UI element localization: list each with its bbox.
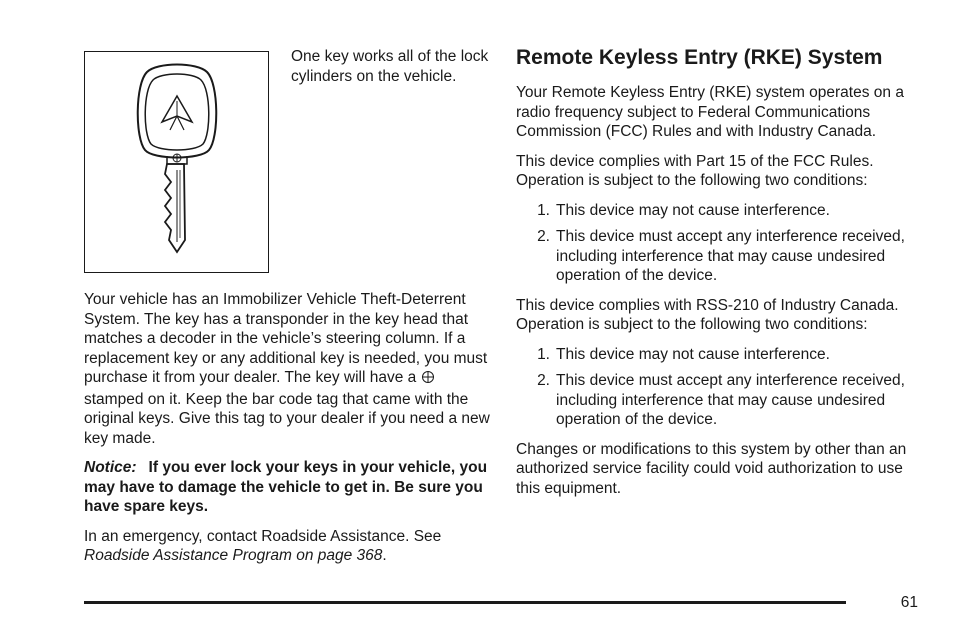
footer-divider [84,601,846,604]
rss-intro: This device complies with RSS-210 of Industry Canada. Operation is subject to the following two conditions: [516,296,899,333]
list-item [516,227,916,286]
roadside-reference: Roadside Assistance Program on page 368 [84,547,383,564]
page-number: 61 [900,594,918,611]
immobilizer-text: Your vehicle has an Immobilizer Vehicle Theft-Deterrent System. The key has a transponder in the key head that matches a decoder in the vehicle’s steering column. If a replacement key or any additional key is needed, you must purchase it from your dealer. The [84,291,488,386]
immobilizer-text-end: stamped on it. Keep the bar code tag that came with the original keys. Give this tag to your dealer if you need a new key made. [84,390,490,447]
vehicle-key-icon [85,52,270,274]
list-number: 1. [537,345,550,363]
list-item [516,201,916,221]
rke-intro: Your Remote Keyless Entry (RKE) system operates on a radio frequency subject to Federal Communications Commission (FCC) Rules and with Industry Canada. [516,84,904,140]
immobilizer-paragraph [84,290,494,448]
stamp-symbol-icon [421,370,435,390]
left-column [84,290,494,576]
list-item [516,345,916,365]
rss-conditions-list [516,345,916,430]
list-text: This device may not cause interference. [556,201,830,219]
list-number: 1. [537,201,550,219]
right-column [516,44,916,508]
list-text: This device must accept any interference received, including interference that may cause undesired operation of the device. [556,372,905,428]
list-text: This device may not cause interference. [556,345,830,363]
key-illustration [84,51,269,273]
notice-text: If you ever lock your keys in your vehicle, you may have to damage the vehicle to get in. Be sure you have spare keys. [84,459,488,515]
emergency-paragraph [84,527,494,566]
list-text: This device must accept any interference received, including interference that may cause undesired operation of the device. [556,228,905,284]
emergency-text: In an emergency, contact Roadside Assistance. See [84,527,442,545]
section-heading: Remote Keyless Entry (RKE) System [516,46,883,69]
list-number: 2. [537,372,550,389]
list-number: 2. [537,228,550,245]
closing-paragraph: Changes or modifications to this system by other than an authorized service facility could void authorization to use this equipment. [516,440,907,497]
fcc-intro: This device complies with Part 15 of the FCC Rules. Operation is subject to the following two conditions: [516,152,874,189]
fcc-conditions-list [516,201,916,286]
notice-paragraph [84,458,494,517]
key-caption: One key works all of the lock cylinders on the vehicle. [291,48,489,85]
immobilizer-text-cont: key will have a [315,369,417,386]
list-item [516,371,916,430]
emergency-end: . [382,547,387,564]
notice-label: Notice: [84,459,137,476]
